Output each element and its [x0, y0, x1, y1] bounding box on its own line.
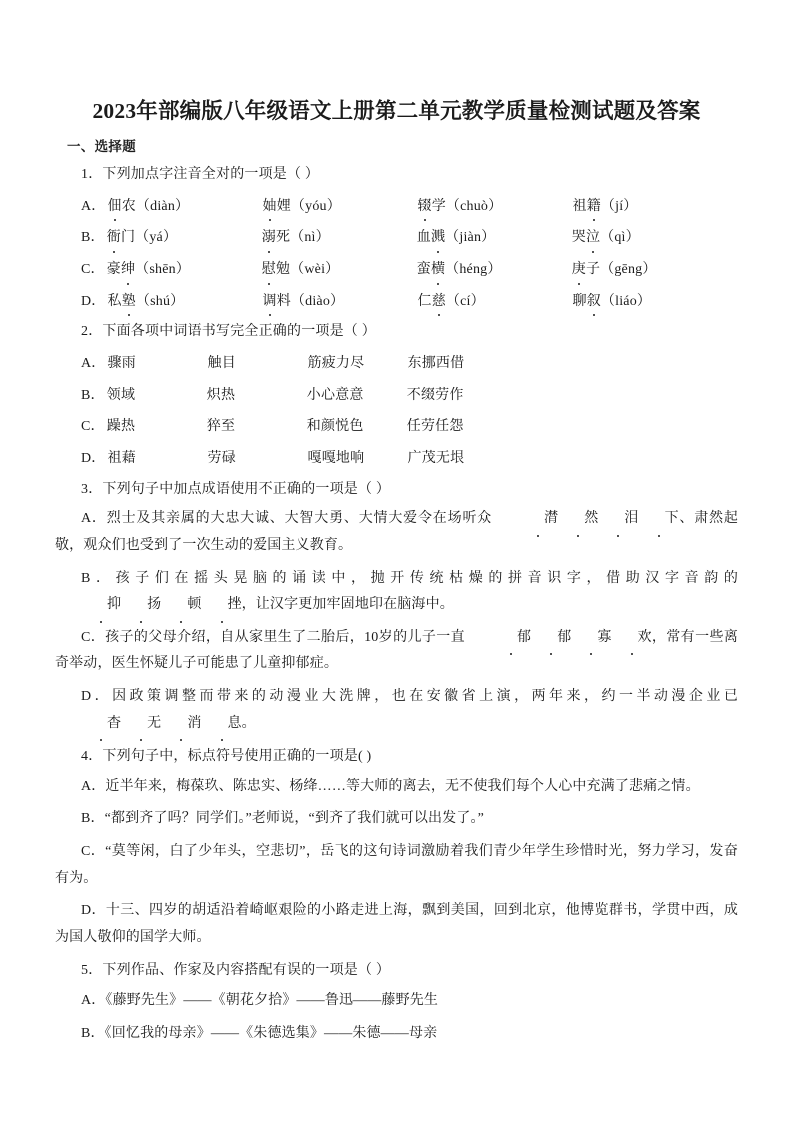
option-label: A．: [81, 356, 106, 371]
option-text: 和颜悦色: [306, 419, 364, 435]
emphasis-dotted-text: 衙: [107, 227, 121, 249]
option-text: 小心意意: [306, 387, 364, 403]
option-cell: [572, 227, 640, 249]
option-text: 骤雨: [107, 356, 136, 371]
emphasis-dotted-text: 佃: [108, 196, 122, 218]
option-pinyin: （liáo）: [600, 293, 652, 309]
option-cell: [108, 291, 263, 313]
option-cell: [308, 353, 408, 375]
option-cell: [208, 448, 308, 470]
option-paragraph[interactable]: [55, 625, 738, 678]
emphasis-dotted-text: 庚: [572, 259, 586, 281]
emphasis-dotted-text: 抑 扬 顿 挫: [55, 592, 242, 619]
option-cell: [407, 416, 464, 438]
option-text: “都到齐了吗？同学们。”老师说，“到齐了我们就可以出发了。”: [104, 811, 484, 827]
option-text: 私: [107, 293, 122, 309]
option-cell: [108, 353, 208, 375]
emphasis-dotted-text: 潸 然 泪 下: [492, 506, 679, 533]
option-cell: [418, 196, 573, 218]
option-row[interactable]: [55, 416, 738, 438]
option-text: 触目: [207, 356, 236, 371]
option-pinyin: （qì）: [600, 230, 640, 246]
option-text: 躁热: [106, 419, 136, 435]
option-cell: [573, 291, 652, 313]
option-label: D．: [81, 451, 106, 467]
option-text: 哭: [571, 230, 586, 246]
option-cell: [417, 227, 572, 249]
option-text: 因政策调整而带来的动漫业大洗牌，也在安徽省上演，两年来，约一半动漫企业已: [112, 689, 738, 704]
option-text: 豪: [106, 261, 121, 277]
emphasis-dotted-text: 溅: [431, 227, 445, 249]
option-text: 蛮: [416, 261, 431, 277]
option-cell: [208, 353, 308, 375]
option-cell: [407, 385, 464, 407]
question-stem: 3．下列句子中加点成语使用不正确的一项是（ ）: [81, 481, 391, 497]
option-pinyin: （jiàn）: [445, 230, 496, 246]
emphasis-dotted-text: 妯: [263, 196, 277, 218]
option-text-tail: ，常有一些离奇举动，医生怀疑儿子可能患了儿童抑郁症。: [55, 629, 738, 672]
option-pinyin: （shú）: [135, 293, 185, 309]
question-stem: 5．下列作品、作家及内容搭配有误的一项是（ ）: [81, 963, 391, 979]
question-block: [55, 321, 738, 469]
option-label: A．: [81, 198, 106, 214]
option-paragraph[interactable]: [55, 1021, 738, 1048]
option-paragraph[interactable]: [55, 506, 738, 559]
question-block: [55, 746, 738, 951]
option-cell: [207, 416, 307, 438]
emphasis-dotted-text: 泣: [586, 227, 600, 249]
option-pinyin: 子（gēng）: [585, 261, 657, 277]
emphasis-dotted-text: 叙: [587, 291, 601, 313]
option-pinyin: （jí）: [600, 198, 638, 214]
option-label: C．: [81, 419, 105, 435]
option-cell: [417, 259, 572, 281]
option-cell: [573, 196, 638, 218]
emphasis-dotted-text: 调: [263, 291, 277, 313]
option-label: D．: [81, 903, 106, 919]
option-text: “莫等闲，白了少年头，空悲切”，岳飞的这句诗词激励着我们青少年学生珍惜时光，努力学习，发奋有为。: [55, 844, 738, 886]
option-cell: [107, 259, 262, 281]
option-label: B．: [81, 230, 105, 246]
option-cell: [418, 291, 573, 313]
option-text: 仁: [417, 293, 432, 309]
option-text: 烈士及其亲属的大忠大诚、大智大勇、大情大爱令在场听众: [106, 511, 493, 527]
option-paragraph[interactable]: [55, 566, 738, 619]
option-cell: [307, 385, 407, 407]
option-cell: [408, 448, 465, 470]
question-stem: 4．下列句子中，标点符号使用正确的一项是( ): [81, 749, 372, 765]
option-label: D．: [81, 689, 113, 704]
option-row[interactable]: [55, 448, 738, 470]
option-paragraph[interactable]: [55, 806, 738, 833]
option-paragraph[interactable]: [55, 684, 738, 737]
option-cell: [262, 227, 417, 249]
option-text: 炽热: [206, 387, 236, 403]
option-text: 祖藉: [107, 451, 136, 467]
option-text-tail: ，让汉字更加牢固地印在脑海中。: [241, 597, 454, 613]
option-pinyin: 死（nì）: [275, 230, 330, 246]
option-cell: [307, 416, 407, 438]
option-pinyin: 农（diàn）: [121, 198, 190, 214]
option-cell: [572, 259, 657, 281]
emphasis-dotted-text: 籍: [587, 196, 601, 218]
page-title: 2023年部编版八年级语文上册第二单元教学质量检测试题及答案: [92, 99, 701, 123]
option-pinyin: 学（chuò）: [431, 198, 503, 214]
option-paragraph[interactable]: [55, 988, 738, 1015]
option-pinyin: 娌（yóu）: [276, 198, 341, 214]
option-text: 近半年来，梅葆玖、陈忠实、杨绛……等大师的离去，无不使我们每个人心中充满了悲痛之情。: [105, 778, 700, 794]
option-label: A．: [81, 993, 106, 1009]
question-stem: 2．下面各项中词语书写完全正确的一项是（ ）: [81, 324, 376, 340]
emphasis-dotted-text: 横: [431, 259, 445, 281]
option-cell: [262, 259, 417, 281]
emphasis-dotted-text: 绅: [121, 259, 135, 281]
section-header: 一、选择题: [67, 138, 136, 154]
option-row[interactable]: [55, 196, 738, 218]
option-cell: [408, 353, 465, 375]
option-cell: [107, 227, 262, 249]
option-label: A．: [81, 778, 106, 794]
option-text: 孩子们在摇头晃脑的诵读中，抛开传统枯燥的拼音识字，借助汉字音韵的: [115, 570, 738, 586]
option-cell: [308, 448, 408, 470]
option-pinyin: （héng）: [445, 261, 502, 277]
option-pinyin: 门（yá）: [120, 230, 178, 246]
question-block: [55, 479, 738, 737]
option-text: 筋疲力尽: [307, 356, 365, 371]
option-text: 祖: [572, 198, 587, 214]
option-cell: [108, 448, 208, 470]
option-row[interactable]: [55, 353, 738, 375]
question-block: [55, 960, 738, 1047]
emphasis-dotted-text: 慰: [262, 259, 276, 281]
emphasis-dotted-text: 塾: [122, 291, 136, 313]
option-text: 聊: [572, 293, 587, 309]
option-cell: [107, 416, 207, 438]
option-pinyin: （shēn）: [135, 261, 191, 277]
option-text: 任劳任怨: [406, 419, 464, 435]
option-pinyin: 勉（wèi）: [275, 261, 340, 277]
option-label: C．: [81, 844, 106, 860]
option-paragraph[interactable]: [55, 839, 738, 892]
option-cell: [108, 196, 263, 218]
option-row[interactable]: [55, 291, 738, 313]
option-text-tail: 、肃然起敬，观众们也受到了一次生动的爱国主义教育。: [55, 511, 738, 554]
option-text: 十三、四岁的胡适沿着崎岖艰险的小路走进上海，飘到美国，回到北京，他博览群书，学贯中西，成为国人敬仰的国学大师。: [55, 903, 738, 945]
option-label: A．: [81, 511, 107, 527]
option-label: B．: [81, 1025, 105, 1041]
option-text: 血: [416, 230, 431, 246]
emphasis-dotted-text: 慈: [432, 291, 446, 313]
option-text: 不缀劳作: [406, 387, 464, 403]
emphasis-dotted-text: 郁 郁 寡 欢: [465, 625, 652, 652]
option-text: 《藤野先生》——《朝花夕拾》——鲁迅——藤野先生: [105, 993, 439, 1009]
emphasis-dotted-text: 辍: [418, 196, 432, 218]
option-text: 嘎嘎地响: [307, 451, 365, 467]
option-text: 劳碌: [207, 451, 236, 467]
questions-container: [55, 164, 738, 1047]
emphasis-dotted-text: 杳 无 消 息: [55, 711, 242, 738]
option-cell: [263, 291, 418, 313]
option-label: C．: [81, 629, 106, 645]
option-label: B．: [81, 570, 116, 586]
option-label: B．: [81, 811, 105, 827]
option-text-tail: 。: [241, 715, 256, 731]
option-text: 孩子的父母介绍，自从家里生了二胎后，10岁的儿子一直: [105, 629, 466, 645]
option-label: B．: [81, 387, 105, 403]
option-text: 广茂无垠: [407, 451, 465, 467]
option-paragraph[interactable]: [55, 774, 738, 801]
option-label: C．: [81, 261, 105, 277]
option-label: D．: [81, 293, 106, 309]
question-block: [55, 164, 738, 312]
option-text: 猝至: [206, 419, 236, 435]
option-text: 《回忆我的母亲》——《朱德选集》——朱德——母亲: [104, 1025, 438, 1041]
option-text: 领域: [106, 387, 136, 403]
option-cell: [263, 196, 418, 218]
option-pinyin: （cí）: [445, 293, 485, 309]
option-row[interactable]: [55, 227, 738, 249]
option-cell: [107, 385, 207, 407]
emphasis-dotted-text: 溺: [262, 227, 276, 249]
option-row[interactable]: [55, 259, 738, 281]
option-paragraph[interactable]: [55, 898, 738, 951]
option-row[interactable]: [55, 385, 738, 407]
option-text: 东挪西借: [407, 356, 465, 371]
question-stem: 1．下列加点字注音全对的一项是（ ）: [81, 166, 320, 182]
option-cell: [207, 385, 307, 407]
option-pinyin: 料（diào）: [276, 293, 345, 309]
